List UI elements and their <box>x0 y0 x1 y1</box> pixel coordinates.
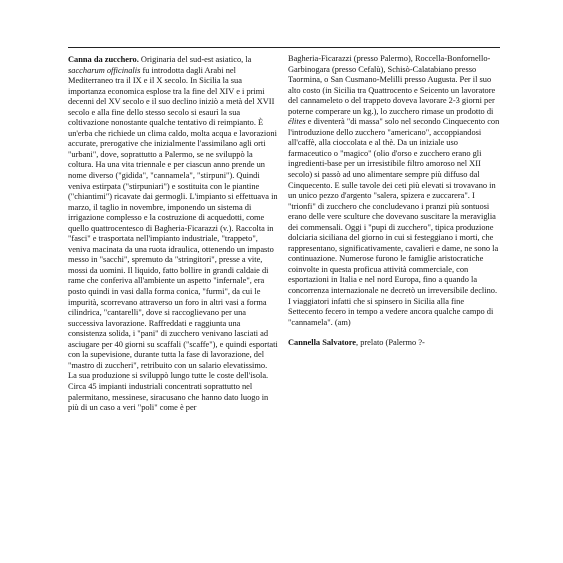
top-rule <box>68 47 500 48</box>
entry-cannella-salvatore <box>288 338 500 349</box>
entry-headword: Cannella Salvatore <box>288 338 357 348</box>
entry-canna-da-zucchero-continued <box>288 54 500 328</box>
species-name: saccharum officinalis <box>68 65 141 75</box>
entry-canna-da-zucchero <box>68 55 278 414</box>
entry-text: e diventerà "di massa" solo nel secondo Cinquecento con l'introduzione dello zucchero "americano", accoppiandosi all'caffè, alla cioccolata e al thè. Da un iniziale uso farmaceutico o "magico" (olio d'orso e zucchero erano gli ingredienti-base per un irresistibile filtro amoroso nel XII secolo) si passò ad uno alimentare sempre più diffuso dal Cinquecento. E sulle tavole dei ceti più elevati si trovavano in un unico pezzo d'argento "salera, spizera e zuccarera". I "trionfi" di zucchero che concludevano i pranzi più sontuosi erano delle vere sculture che dovevano suscitare la meraviglia dei commensali. Oggi i "pupi di zucchero", tipica produzione dolciaria siciliana del giorno in cui si festeggiano i morti, che rappresentano, significativamente, cavalieri e dame, ne sono la continuazione. Numerose furono le famiglie aristocratiche coinvolte in questa proficua attività commerciale, con esportazioni in Italia e nel nord Europa, fino a quando la concorrenza internazionale ne decretò un irreversibile declino. I viaggiatori infatti che si spinsero in Sicilia alla fine Settecento fecero in tempo a vedere ancora qualche campo di "cannamela". (am) <box>288 117 500 327</box>
entry-text: Bagheria-Ficarazzi (presso Palermo), Roccella-Bonfornello-Garbinogara (presso Cefalù), Schisò-Calatabiano presso Taormina, o San Cusmano-Melilli presso Augusta. Per il suo alto costo (in Sicilia tra Quattrocento e Seicento un lavoratore del cannameleto o del trappeto doveva lavorare 2-3 giorni per poterne comperare un kg.), lo zucchero rimase un prodotto di <box>288 54 496 116</box>
entry-text: fu introdotta dagli Arabi nel Mediterraneo tra il IX e il X secolo. In Sicilia la sua importanza economica esplose tra la fine del XIV e i primi decenni del XV secolo e il suo declino iniziò a metà del XVII secolo e alla fine dello stesso secolo si esaurì la sua coltivazione nonostante qualche tentativo di reimpianto. È un'erba che richiede un clima caldo, molta acqua e lavorazioni accurate, prerogative che inizialmente l'assimilano agli orti "urbani", dove, soprattutto a Palermo, se ne sviluppò la coltura. Ha una vita triennale e per ciascun anno prende un nome diverso ("gidida", "cannamela", "stirpuni"). Quindi veniva estirpata ("stirpuniari") e sostituita con le piantine ("chiantimi") ricavate dai germogli. L'impianto si effettuava in marzo, il taglio in novembre, imponendo un sistema di irrigazione complesso e la costruzione di acquedotti, come quello quattrocentesco di Bagheria-Ficarazzi (v.). Raccolta in "fasci" e trasportata nell'impianto industriale, "trappeto", veniva macinata da una ruota idraulica, ottenendo un impasto messo in "sacchi", spremuto da "stringitori", presse a vite, mossi da uomini. Il liquido, fatto bollire in grandi caldaie di rame che conferiva all'ambiente un aspetto "infernale", era posto quindi in vasi dalla forma conica, "furmi", da cui le impurità, scorrevano attraverso un foro in altri vasi a forma cilindrica, "cantarelli", dove si raccoglievano per una successiva lavorazione. Raffreddati e raggiunta una consistenza solida, i "pani" di zucchero venivano lasciati ad asciugare per 40 giorni su scaffali ("scaffe"), e quindi esportati con la supevisione, durante tutta la fase di lavorazione, del "mastro di zuccheri", retribuito con un salario elevatissimo. La sua produzione si sviluppò lungo tutte le coste dell'isola. Circa 45 impianti industriali concentrati soprattutto nel palermitano, messinese, siracusano che hanno dato luogo in più di un caso a veri "poli" come è per <box>68 65 278 413</box>
entry-text: Originaria del sud-est asiatico, la <box>138 55 252 64</box>
left-column <box>68 55 278 414</box>
entry-headword: Canna da zucchero. <box>68 55 139 64</box>
elites-word: élites <box>288 117 306 127</box>
entry-text: , prelato (Palermo ?- <box>356 338 425 348</box>
right-column <box>288 54 500 349</box>
